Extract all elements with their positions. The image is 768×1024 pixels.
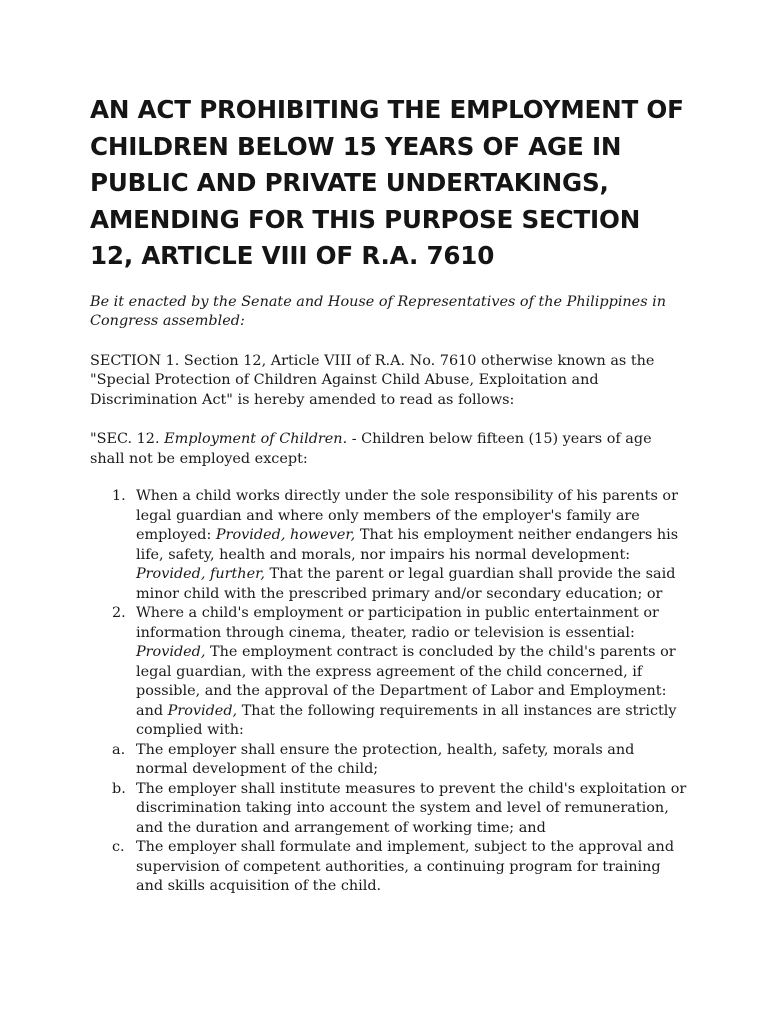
list-item (90, 604, 690, 741)
list-marker: 2. (112, 605, 126, 621)
list-item-text: That the following requirements in all instances are strictly complied with: (136, 702, 677, 738)
list-item-text: The employer shall ensure the protection, health, safety, morals and normal development of the child; (136, 741, 635, 777)
list-item-text: That the parent or legal guardian shall provide the said minor child with the prescribed primary and/or secondary education; or (136, 566, 676, 602)
document-title: AN ACT PROHIBITING THE EMPLOYMENT OF CHILDREN BELOW 15 YEARS OF AGE IN PUBLIC AND PRIVATE UNDERTAKINGS, AMENDING FOR THIS PURPOSE SECTION 12, ARTICLE VIII OF R.A. 7610 (90, 95, 684, 270)
document-page (90, 92, 690, 897)
section-1-paragraph: SECTION 1. Section 12, Article VIII of R.A. No. 7610 otherwise known as the "Special Protection of Children Against Child Abuse, Exploitation and Discrimination Act" is hereby amended to read as follows: (90, 352, 655, 408)
sec-12-paragraph (90, 430, 690, 469)
list-marker: 1. (112, 488, 126, 504)
list-item-italic: Provided, however, (215, 527, 356, 543)
list-item-text: Where a child's employment or participation in public entertainment or information through cinema, theater, radio or television is essential: (136, 605, 659, 641)
list-item (90, 780, 690, 839)
list-item-text: That his employment neither endangers his life, safety, health and morals, nor impairs his normal development: (136, 527, 679, 563)
list-item-italic: Provided, (136, 644, 206, 660)
list-item (90, 741, 690, 780)
list-marker: b. (112, 780, 126, 797)
list-item-italic: Provided, (167, 702, 238, 719)
sec-12-text: - Children below fifteen (15) years of age shall not be employed except: (90, 431, 652, 467)
list-marker: a. (112, 741, 126, 758)
sec-12-prefix: "SEC. 12. (90, 431, 165, 447)
list-item-text: The employer shall formulate and implement, subject to the approval and supervision of competent authorities, a continuing program for training and skills acquisition of the child. (136, 839, 675, 894)
sec-12-heading: Employment of Children. (164, 431, 348, 447)
numbered-list (90, 487, 690, 741)
lettered-list (90, 741, 690, 897)
enacting-clause: Be it enacted by the Senate and House of Representatives of the Philippines in Congress assembled: (90, 293, 667, 329)
list-item-text: The employment contract is concluded by the child's parents or legal guardian, with the express agreement of the child concerned, if possible, and the approval of the Department of Labor and Employment: and (136, 644, 676, 719)
list-marker: c. (112, 839, 125, 855)
list-item (90, 487, 690, 604)
list-item-italic: Provided, further, (136, 566, 265, 582)
list-item-text: The employer shall institute measures to prevent the child's exploitation or discrimination taking into account the system and level of remuneration, and the duration and arrangement of working time; and (136, 780, 687, 836)
list-item-text: When a child works directly under the sole responsibility of his parents or legal guardian and where only members of the employer's family are employed: (136, 488, 678, 543)
list-item (90, 838, 690, 897)
